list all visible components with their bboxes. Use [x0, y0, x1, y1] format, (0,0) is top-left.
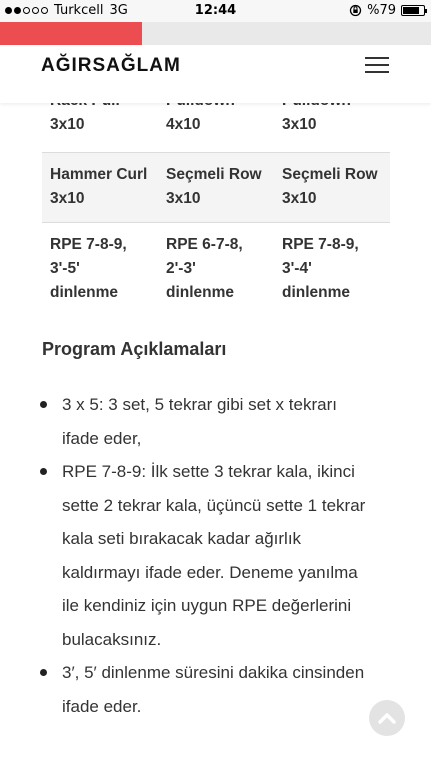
status-right	[349, 3, 425, 18]
table-row	[42, 222, 390, 318]
list-item: 3 x 5: 3 set, 5 tekrar gibi set x tekrarı ifade eder,	[38, 388, 378, 455]
table-cell: 3x10	[50, 116, 85, 133]
battery-percent: %79	[367, 3, 396, 18]
table-cell: RPE 7-8-9, 3'-5' dinlenme	[50, 235, 127, 301]
table-cell: Seçmeli Row 3x10	[158, 152, 274, 222]
status-bar	[0, 0, 431, 22]
program-table	[42, 73, 390, 318]
table-row	[42, 152, 390, 222]
list-item: RPE 7-8-9: İlk sette 3 tekrar kala, ikinci sette 2 tekrar kala, üçüncü sette 1 tekrar kala seti bırakacak kadar ağırlık kaldırmayı ifade eder. Deneme yanılma ile kendiniz için uygun RPE değerlerini bulacaksınız.	[38, 455, 378, 656]
table-cell: RPE 7-8-9, 3'-4' dinlenme	[282, 235, 359, 301]
chevron-up-icon	[377, 711, 397, 725]
table-cell: 3x10	[282, 116, 317, 133]
battery-fill	[403, 7, 419, 14]
hamburger-menu-icon[interactable]	[365, 56, 391, 76]
list-item: 3′, 5′ dinlenme süresini dakika cinsinden ifade eder.	[38, 656, 378, 723]
network-type: 3G	[109, 3, 128, 18]
status-time: 12:44	[194, 3, 237, 18]
battery-icon	[401, 5, 425, 16]
table-cell: RPE 6-7-8, 2'-3' dinlenme	[166, 235, 243, 301]
reading-progress-fill	[0, 22, 142, 45]
article-content	[0, 103, 431, 768]
table-cell: Seçmeli Row 3x10	[274, 152, 390, 222]
rotation-lock-icon	[349, 4, 362, 17]
carrier-name: Turkcell	[54, 3, 104, 18]
table-cell: 4x10	[166, 116, 201, 133]
site-header	[0, 45, 431, 103]
table-cell: Hammer Curl 3x10	[42, 152, 158, 222]
reading-progress-bar	[0, 22, 431, 45]
section-title: Program Açıklamaları	[42, 339, 227, 359]
program-notes-list	[38, 388, 378, 723]
scroll-to-top-button[interactable]	[369, 700, 405, 736]
site-logo[interactable]: AĞIRSAĞLAM	[41, 55, 181, 76]
